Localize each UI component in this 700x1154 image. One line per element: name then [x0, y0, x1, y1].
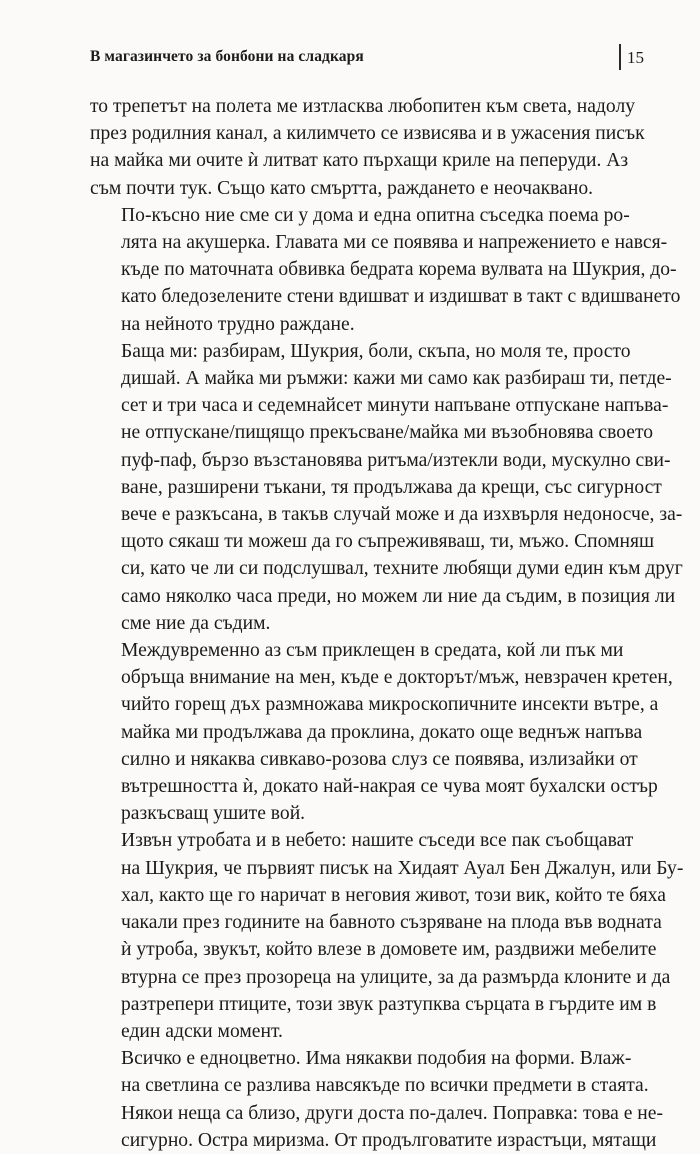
paragraph: [90, 338, 683, 637]
text-line: майка ми продължава да проклина, докато още веднъж напъва: [121, 721, 643, 743]
header-divider: [619, 44, 621, 70]
text-line: По-късно ние сме си у дома и една опитна съседка поема ро-: [121, 204, 630, 226]
text-line: Някои неща са близо, други доста по-далеч. Поправка: това е не-: [121, 1102, 664, 1124]
text-line: един адски момент.: [121, 1020, 283, 1042]
paragraph: [90, 1045, 664, 1154]
text-line: на Шукрия, че първият писък на Хидаят Ауал Бен Джалун, или Бу-: [121, 857, 684, 879]
page-number: 15: [627, 48, 644, 67]
text-line: на нейното трудно раждане.: [121, 313, 355, 335]
text-line: през родилния канал, а килимчето се извисява и в ужасения писък: [90, 123, 645, 145]
text-line: на майка ми очите ѝ литват като пърхащи криле на пеперуди. Аз: [90, 150, 629, 172]
text-line: Извън утробата и в небето: нашите съседи все пак съобщават: [121, 830, 634, 852]
text-line: то трепетът на полета ме изтласква любопитен към света, надолу: [90, 96, 636, 117]
text-line: разтрепери птиците, този звук разтупква сърцата в гърдите им в: [121, 993, 657, 1015]
body-text: [90, 93, 684, 1154]
text-line: лята на акушерка. Главата ми се появява и напрежението е нався-: [121, 232, 668, 254]
text-line: обръща внимание на мен, къде е докторът/мъж, невзрачен кретен,: [121, 667, 673, 689]
text-line: вътрешността ѝ, докато най-накрая се чува моят бухалски остър: [121, 776, 658, 798]
text-line: втурна се през прозореца на улиците, за да размърда клоните и да: [121, 966, 671, 988]
text-line: чийто горещ дъх размножава микроскопичните инсекти вътре, а: [121, 694, 659, 716]
text-line: хал, както ще го наричат в неговия живот, този вик, който те бяха: [121, 884, 666, 906]
text-line: само няколко часа преди, но можем ли ние да съдим, в позиция ли: [121, 585, 676, 607]
paragraph: [90, 827, 684, 1045]
paragraph: [90, 637, 673, 827]
text-line: Всичко е едноцветно. Има някакви подобия на форми. Влаж-: [121, 1048, 632, 1070]
running-title: В магазинчето за бонбони на сладкаря: [90, 48, 364, 65]
text-line: ване, разширени тъкани, тя продължава да крещи, със сигурност: [121, 476, 662, 498]
text-line: като бледозелените стени вдишват и издишват в такт с вдишването: [121, 286, 681, 308]
text-line: Междувременно аз съм приклещен в средата, кой ли пък ми: [121, 640, 624, 662]
text-line: сме ние да съдим.: [121, 612, 271, 634]
text-line: не отпускане/пищящо прекъсване/майка ми възобновява своето: [121, 422, 654, 444]
text-line: си, като че ли си подслушвал, техните любящи думи един към друг: [121, 558, 683, 580]
text-line: пуф-паф, бързо възстановява ритъма/изтекли води, мускулно сви-: [121, 449, 671, 471]
paragraph: [90, 202, 681, 338]
text-line: сигурно. Остра миризма. От продълговатите израстъци, мятащи: [121, 1129, 657, 1151]
text-line: чакали през годините на бавното съзряване на плода във водната: [121, 912, 662, 934]
text-line: щото сякаш ти можеш да го съпреживяваш, ти, мъжо. Спомняш: [121, 531, 655, 553]
text-line: сет и три часа и седемнайсет минути напъване отпускане напъва-: [121, 395, 669, 417]
running-header: [90, 44, 644, 74]
text-line: силно и някаква сивкаво-розова слуз се появява, излизайки от: [121, 748, 638, 770]
text-line: Баща ми: разбирам, Шукрия, боли, скъпа, но моля те, просто: [121, 340, 631, 362]
text-line: ѝ утроба, звукът, който влезе в домовете им, раздвижи мебелите: [121, 939, 657, 961]
paragraph: [90, 93, 645, 202]
text-line: съм почти тук. Също като смъртта, раждането е неочаквано.: [90, 177, 594, 199]
text-line: къде по маточната обвивка бедрата корема вулвата на Шукрия, до-: [121, 259, 677, 281]
text-line: на светлина се разлива навсякъде по всички предмети в стаята.: [121, 1075, 649, 1097]
text-line: дишай. А майка ми ръмжи: кажи ми само как разбираш ти, петде-: [121, 368, 672, 390]
text-line: вече е разкъсана, в такъв случай може и да изхвърля недоносче, за-: [121, 504, 683, 526]
text-line: разкъсващ ушите вой.: [121, 803, 306, 825]
